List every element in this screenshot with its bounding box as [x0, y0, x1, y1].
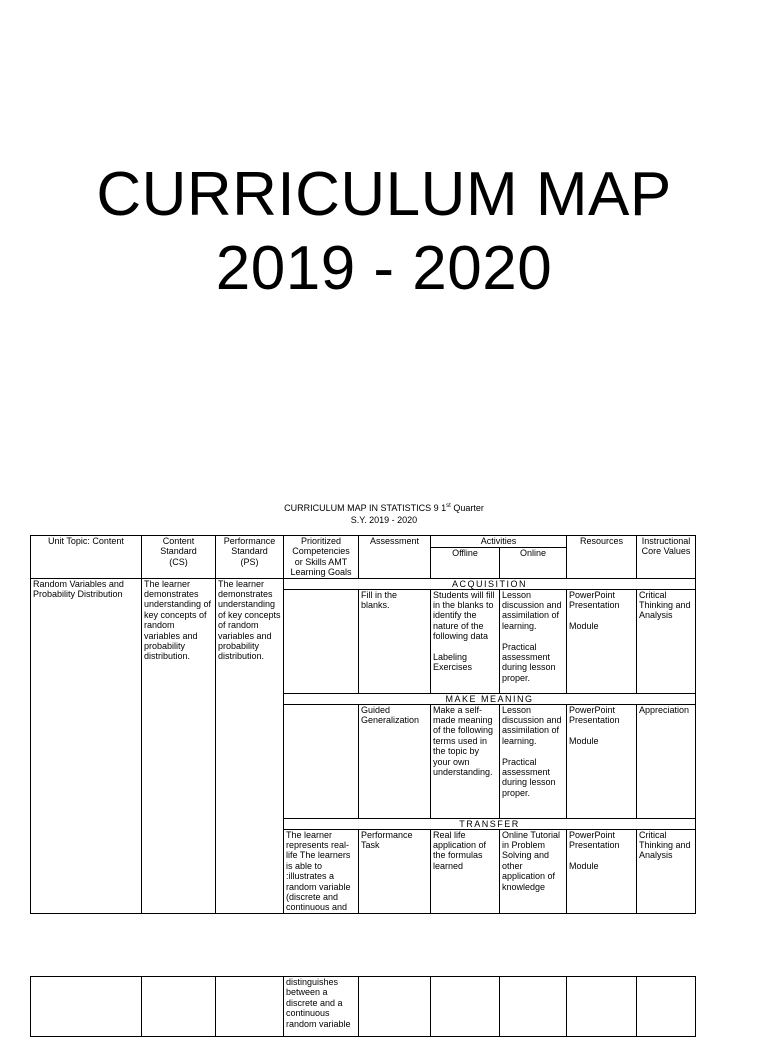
header-core-values: Instructional Core Values: [637, 536, 696, 579]
resources-cell: PowerPoint Presentation Module: [567, 589, 637, 693]
resources-cell: PowerPoint Presentation Module: [567, 704, 637, 818]
competency-cell: [284, 704, 359, 818]
caption-suffix: Quarter: [450, 503, 484, 513]
core-values-cell: Critical Thinking and Analysis: [637, 589, 696, 693]
header-competencies: Prioritized Competencies or Skills AMT Learning Goals: [284, 536, 359, 579]
phase-label-make-meaning: MAKE MEANING: [284, 693, 696, 704]
offline-activity-cell: Make a self-made meaning of the following terms used in the topic by your own understanding.: [431, 704, 500, 818]
online-activity-cell: Lesson discussion and assimilation of learning. Practical assessment during lesson proper.: [500, 589, 567, 693]
offline-activity-cell: Students will fill in the blanks to identify the nature of the following data Labeling Exercises: [431, 589, 500, 693]
header-activities: Activities: [431, 536, 567, 548]
phase-label-transfer: TRANSFER: [284, 818, 696, 829]
competency-cell: The learner represents real-life The learners is able to :illustrates a random variable (discrete and continuous and: [284, 829, 359, 913]
assessment-cell: Fill in the blanks.: [359, 589, 431, 693]
core-values-cell: Appreciation: [637, 704, 696, 818]
unit-topic-cell: [31, 977, 142, 1037]
resources-cell: [567, 977, 637, 1037]
assessment-cell: Performance Task: [359, 829, 431, 913]
assessment-cell: [359, 977, 431, 1037]
online-activity-cell: [500, 977, 567, 1037]
online-activity-cell: Online Tutorial in Problem Solving and other application of knowledge: [500, 829, 567, 913]
performance-standard-cell: [216, 977, 284, 1037]
table-caption: [0, 502, 768, 514]
header-content-standard: Content Standard (CS): [142, 536, 216, 579]
header-unit-topic: Unit Topic: Content: [31, 536, 142, 579]
caption-superscript: st: [446, 503, 451, 509]
header-assessment: Assessment: [359, 536, 431, 579]
header-performance-standard: Performance Standard (PS): [216, 536, 284, 579]
unit-topic-cell: Random Variables and Probability Distribution: [31, 578, 142, 913]
header-resources: Resources: [567, 536, 637, 579]
table-caption-year: S.Y. 2019 - 2020: [350, 515, 418, 525]
performance-standard-cell: The learner demonstrates understanding of key concepts of random variables and probability distribution.: [216, 578, 284, 913]
caption-prefix: CURRICULUM MAP IN STATISTICS 9 1: [284, 503, 447, 513]
online-activity-cell: Lesson discussion and assimilation of learning. Practical assessment during lesson proper.: [500, 704, 567, 818]
content-standard-cell: [142, 977, 216, 1037]
competency-cell: [284, 589, 359, 693]
document-title-line-1: CURRICULUM MAP: [96, 160, 672, 229]
resources-cell: PowerPoint Presentation Module: [567, 829, 637, 913]
core-values-cell: Critical Thinking and Analysis: [637, 829, 696, 913]
curriculum-map-table: [30, 535, 696, 914]
assessment-cell: Guided Generalization: [359, 704, 431, 818]
header-online: Online: [500, 547, 567, 578]
phase-label-acquisition: ACQUISITION: [284, 578, 696, 589]
competency-cell: distinguishes between a discrete and a continuous random variable: [284, 977, 359, 1037]
content-standard-cell: The learner demonstrates understanding of key concepts of random variables and probability distribution.: [142, 578, 216, 913]
offline-activity-cell: Real life application of the formulas learned: [431, 829, 500, 913]
core-values-cell: [637, 977, 696, 1037]
header-offline: Offline: [431, 547, 500, 578]
curriculum-map-table-continued: [30, 976, 696, 1037]
document-title-line-2: 2019 - 2020: [215, 234, 553, 303]
offline-activity-cell: [431, 977, 500, 1037]
